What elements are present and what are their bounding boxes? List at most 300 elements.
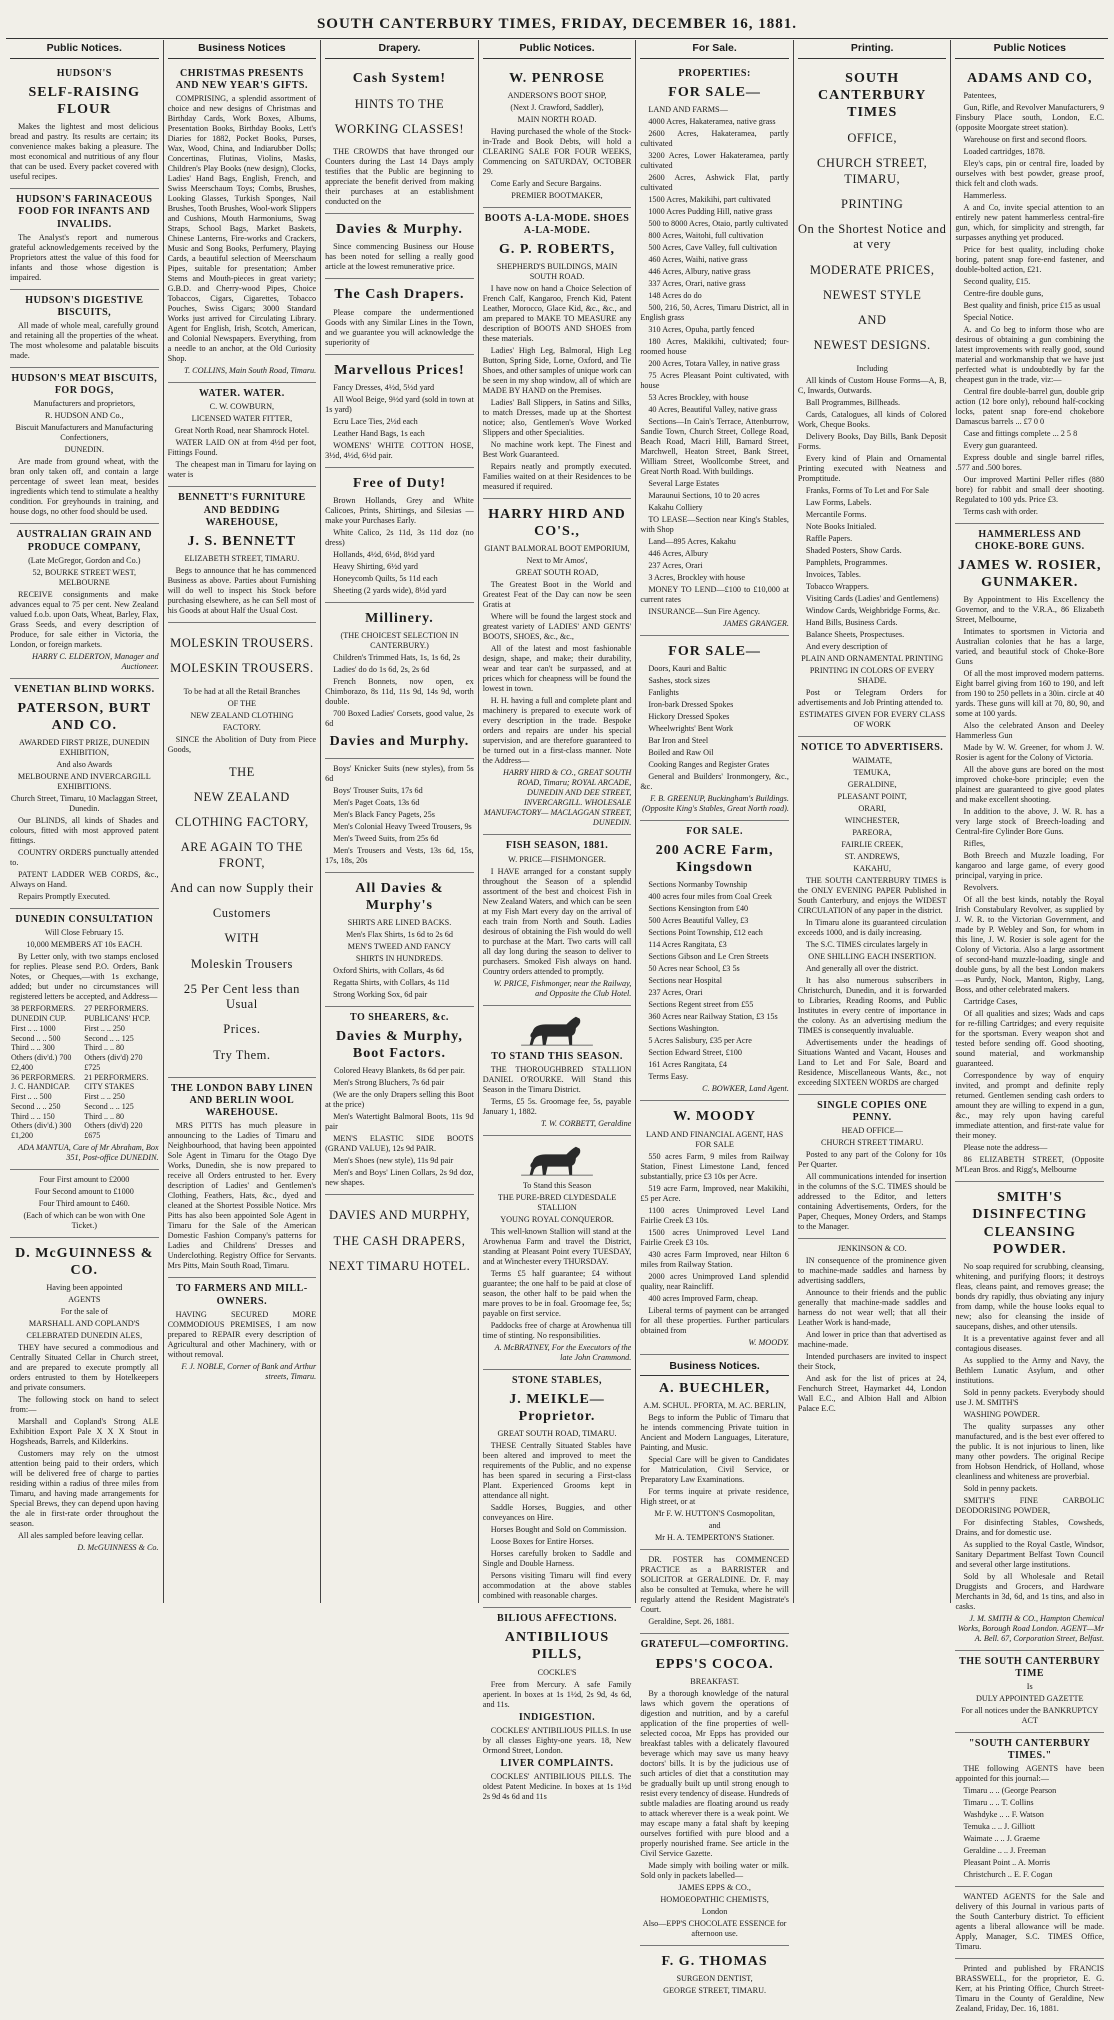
ad-title: BOOTS A-LA-MODE. SHOES A-LA-MODE. xyxy=(484,212,630,237)
body-text: Delivery Books, Day Bills, Bank Deposit Forms. xyxy=(797,431,947,451)
column-7 xyxy=(951,40,1108,2014)
body-text: As supplied to the Royal Castle, Windsor, Sanitary Department Belfast Town Council and several other large institutions. xyxy=(955,1539,1105,1569)
display-line: On the Shortest Notice and at very xyxy=(797,222,947,252)
body-text: The Greatest Boot in the World and Greatest Feat of the Day can now be seen Gratis at xyxy=(482,580,632,610)
center-line: A.M. SCHUL. PFORTA, M. AC. BERLIN, xyxy=(643,1401,786,1411)
table-row xyxy=(10,1121,159,1131)
body-text: Men's Paget Coats, 13s 6d xyxy=(333,797,420,807)
table-row xyxy=(10,1082,159,1092)
table-row xyxy=(10,1034,159,1044)
display-line: CHURCH STREET, TIMARU, xyxy=(817,156,928,186)
center-line: SHIRTS ARE LINED BACKS. xyxy=(347,918,452,927)
body-text: HAVING SECURED MORE COMMODIOUS PREMISES, I am now prepared to REPAIR every description of Agricultural and other Machinery, with or without removal. xyxy=(167,1309,317,1359)
body-text: Revolvers. xyxy=(963,883,999,893)
center-line: PRINTING IN COLORS OF EVERY SHADE. xyxy=(809,665,935,685)
ad-title: WATER. WATER. xyxy=(199,388,285,400)
body-text: Boys' Trouser Suits, 17s 6d xyxy=(333,785,423,795)
center-line: Will Close February 15. xyxy=(44,928,124,938)
column-header: For Sale. xyxy=(640,40,789,59)
body-text: 86 ELIZABETH STREET, (Opposite M'Lean Bros. and Rigg's, Melbourne xyxy=(955,1155,1105,1175)
ad-headline: ADAMS AND CO, xyxy=(967,70,1093,86)
body-text: Are made from ground wheat, with the bran only taken off, and contain a large percentage of sweet lean meat, besides ingredients which tend to stimulate a healthy condition. For greyhounds in training, and house dogs, no other food should be used. xyxy=(10,457,159,517)
table-cell: First .. .. 250 xyxy=(84,1092,125,1102)
body-text: THE CROWDS that have thronged our Counters during the Last 14 Days amply testifies that the Public are beginning to appreciate the benefit derived from making their purchases at an establishment conducted on the xyxy=(325,147,474,207)
center-line: YOUNG ROYAL CONQUEROR. xyxy=(500,1214,614,1224)
table-cell: Others (div'd.) 300 xyxy=(11,1121,72,1131)
ad-title: HUDSON'S MEAT BISCUITS, FOR DOGS, xyxy=(11,373,158,397)
column-1 xyxy=(6,40,164,1603)
body-text: The cheapest man in Timaru for laying on water is xyxy=(167,460,317,480)
body-text: Every gun guaranteed. xyxy=(963,440,1038,450)
center-line: PAREORA, xyxy=(852,827,892,837)
body-text: LAND AND FARMS— xyxy=(648,105,728,115)
advertisement xyxy=(640,636,789,821)
center-line: JENKINSON & CO. xyxy=(837,1244,907,1254)
body-text: The quality surpasses any other manufactured, and is the best ever offered to the public. It is not injurious to linen, like many other powders. The original Recipe from Hobson Hendrick, of Holland, whose cleanliness and whiteness are proverbial. xyxy=(955,1421,1105,1481)
column-6 xyxy=(794,40,952,1603)
body-text: 180 Acres, Makikihi, cultivated; four-roomed house xyxy=(640,337,789,357)
table-cell: 36 PERFORMERS. xyxy=(11,1072,76,1082)
ad-title: TO STAND THIS SEASON. xyxy=(491,1050,623,1062)
center-line: and xyxy=(708,1521,721,1531)
body-text: Men's Black Fancy Pagets, 25s xyxy=(333,809,435,819)
advertisement xyxy=(325,355,474,468)
body-text: 237 Acres, Orari xyxy=(648,561,703,571)
body-text: Iron-bark Dressed Spokes xyxy=(648,700,734,710)
ad-title: HAMMERLESS AND CHOKE-BORE GUNS. xyxy=(974,528,1085,553)
body-text: 2000 acres Unimproved Land splendid quality, near Raincliff. xyxy=(640,1271,789,1291)
body-text: Correspondence by way of enquiry invited, and prompt and definite reply returned. Gentlemen sending cash orders to amount they are willing to expend in a gun, &c., may rely upon having careful immediate attention, and first-rate value for their money. xyxy=(955,1071,1105,1141)
body-text: 550 acres Farm, 9 miles from Railway Station, Finest Limestone Land, fenced substantially, price £3 10s per Acre. xyxy=(640,1151,789,1181)
ad-headline: J. MEIKLE—Proprietor. xyxy=(509,1392,605,1425)
body-text: Warehouse on first and second floors. xyxy=(963,134,1087,144)
center-line: Next to Mr Amos', xyxy=(526,556,588,566)
advertisement xyxy=(168,1278,317,1387)
body-text: All communications intended for insertion in the columns of the S.C. TIMES should be addressed to the Editor, and letters containing Advertisements, Orders, for the Paper, Cheques, Money Orders, and Stamps to the Manager. xyxy=(797,1172,947,1232)
advertisement xyxy=(10,368,159,524)
ad-title: BILIOUS AFFECTIONS. xyxy=(496,1613,618,1625)
table-row xyxy=(10,1004,159,1014)
table-cell: £2,400 xyxy=(11,1062,33,1072)
center-line: COCKLE'S xyxy=(537,1667,577,1677)
ad-title: HUDSON'S xyxy=(56,67,112,79)
center-line: Four Second amount to £1000 xyxy=(34,1186,134,1196)
advertisement xyxy=(483,208,632,499)
table-row xyxy=(10,1073,159,1083)
body-text: Loose Boxes for Entire Horses. xyxy=(490,1537,594,1547)
body-text: Section Edward Street, £100 xyxy=(648,1048,742,1058)
body-text: Free from Mercury. A safe Family aperient. In boxes at 1s 1½d, 2s 9d, 4s 6d, and 11s. xyxy=(482,1679,632,1709)
body-text: Case and fittings complete ... 2 5 8 xyxy=(963,428,1078,438)
body-text: Ladies' Ball Slippers, in Satins and Silks, to match Dresses, made up at the Shortest notice; also, Gentlemen's Wove Worked Slippers and other Specialities. xyxy=(482,398,632,438)
display-line: PRINTING xyxy=(841,196,904,211)
body-text: Sheeting (2 yards wide), 8½d yard xyxy=(333,585,447,595)
body-text: By Appointment to His Excellency the Governor, and to the V.R.A., 86 Elizabeth Street, Melbourne, xyxy=(955,595,1105,625)
prize-table xyxy=(10,1004,159,1141)
body-text: Franks, Forms of To Let and For Sale xyxy=(805,485,929,495)
masthead: SOUTH CANTERBURY TIMES, FRIDAY, DECEMBER 16, 1881. xyxy=(316,16,798,32)
body-text: Both Breech and Muzzle loading, For kangaroo and large game, of every good principal, varying in price. xyxy=(955,851,1105,881)
center-line: ST. ANDREWS, xyxy=(844,851,900,861)
body-text: I have now on hand a Choice Selection of French Calf, Kangaroo, French Kid, Patent Leather, Morocco, Glace Kid, &c., &c., and am prepared to MAKE TO MEASURE any description of BOOTS AND SHOES from these materials. xyxy=(482,284,632,344)
body-text: Loaded cartridges, 1878. xyxy=(963,146,1045,156)
center-line: ESTIMATES GIVEN FOR EVERY CLASS OF WORK xyxy=(799,709,946,729)
body-text: THE following AGENTS have been appointed for this journal:— xyxy=(955,1764,1105,1784)
body-text: Men's Strong Bluchers, 7s 6d pair xyxy=(333,1078,445,1088)
ad-title: NOTICE TO ADVERTISERS. xyxy=(801,741,944,753)
body-text: 1500 acres Unimproved Level Land Fairlie Creek £3 10s. xyxy=(640,1227,789,1247)
center-line: And also Awards xyxy=(56,760,113,770)
column-5 xyxy=(636,40,794,1995)
advertisement xyxy=(325,759,474,873)
body-text: Invoices, Tables. xyxy=(805,569,861,579)
ad-signature: T. COLLINS, Main South Road, Timaru. xyxy=(184,366,317,376)
body-text: Centre-fire double guns, xyxy=(963,288,1044,298)
ad-title: BENNETT'S FURNITURE AND BEDDING WAREHOUSE, xyxy=(178,492,306,528)
center-line: Manufacturers and proprietors, xyxy=(33,399,136,409)
advertisement xyxy=(10,1170,159,1238)
column-2 xyxy=(164,40,322,1603)
body-text: WANTED AGENTS for the Sale and delivery of this Journal in various parts of the South Canterbury district. To efficient agents a liberal allowance will be made. Apply, Manager, S.C. TIMES Office, Timaru. xyxy=(955,1892,1105,1952)
body-text: Hickory Dressed Spokes xyxy=(648,712,730,722)
center-line: 10,000 MEMBERS AT 10s EACH. xyxy=(26,940,143,950)
table-row xyxy=(10,1063,159,1073)
body-text: Repairs neatly and promptly executed. Families waited on at their Residences to be measured if required. xyxy=(482,462,632,492)
table-row xyxy=(10,1131,159,1141)
body-text: Waimate .. .. J. Graeme xyxy=(963,1834,1040,1844)
center-line: Mr H. A. TEMPERTON'S Stationer. xyxy=(655,1533,775,1543)
body-text: 1000 Acres Pudding Hill, native grass xyxy=(648,207,773,217)
center-line: LICENSED WATER FITTER, xyxy=(191,414,293,424)
body-text: Men's Tweed Suits, from 25s 6d xyxy=(333,833,439,843)
center-line: BREAKFAST. xyxy=(690,1676,739,1686)
center-line: HEAD OFFICE— xyxy=(841,1126,903,1136)
body-text: 1100 acres Unimproved Level Land Fairlie Creek £3 10s. xyxy=(640,1205,789,1225)
ad-headline: All Davies & Murphy's xyxy=(355,880,444,913)
display-line: AND xyxy=(857,313,887,328)
table-cell: £1,200 xyxy=(11,1131,33,1141)
center-line: MELBOURNE AND INVERCARGILL EXHIBITIONS. xyxy=(17,772,151,792)
ad-signature: J. M. SMITH & CO., Hampton Chemical Works, Borough Road London. AGENT—Mr A. Bell. 67, Corporation Street, Belfast. xyxy=(957,1613,1105,1643)
body-text: Raffle Papers. xyxy=(805,533,853,543)
body-text: H. H. having a full and complete plant and machinery is prepared to execute work of every description in the trade. Bespoke orders and repairs are under his special supervision, and are therefore guaranteed to be turned out in a first-class manner. Note the Address— xyxy=(482,696,632,766)
body-text: 1500 Acres, Makikihi, part cultivated xyxy=(648,195,771,205)
body-text: 500 to 8000 Acres, Otaio, partly cultivated xyxy=(648,219,788,229)
advertisement xyxy=(168,623,317,1078)
body-text: Please compare the undermentioned Goods with any Similar Lines in the Town, and we guarantee you will acknowledge the superiority of xyxy=(325,307,474,347)
center-line: Colored Heavy Blankets, 8s 6d per pair. xyxy=(333,1066,465,1076)
center-line: SHEPHERD'S BUILDINGS, MAIN SOUTH ROAD. xyxy=(496,262,618,282)
ad-title: PROPERTIES: xyxy=(678,67,751,79)
body-text: Marshall and Copland's Strong ALE Exhibition Export Pale X X X Stout in Hogsheads, Barrels, and Kilderkins. xyxy=(10,1417,159,1447)
ad-title: HUDSON'S FARINACEOUS FOOD FOR INFANTS AND INVALIDS. xyxy=(16,194,153,230)
body-text: 148 Acres do do xyxy=(648,291,702,301)
advertisement xyxy=(955,1182,1104,1650)
center-line: JAMES EPPS & CO., xyxy=(678,1882,751,1892)
ad-signature: ADA MANTUA, Care of Mr Abraham, Box 351, Post-office DUNEDIN. xyxy=(18,1142,159,1162)
display-line: DAVIES AND MURPHY, xyxy=(329,1208,470,1223)
advertisement xyxy=(325,63,474,215)
center-line: (Each of which can be won with One Ticket.) xyxy=(23,1210,146,1230)
body-text: Begs to inform the Public of Timaru that he intends commencing Private tuition in Ancient and Modern Languages, Literature, Painting, and Music. xyxy=(640,1413,789,1453)
body-text: 310 Acres, Opuha, partly fenced xyxy=(648,325,755,335)
body-text: Sashes, stock sizes xyxy=(648,676,710,686)
table-cell: Others (div'd.) 700 xyxy=(11,1053,72,1063)
body-text: Fancy Dresses, 4½d, 5½d yard xyxy=(333,382,435,392)
display-line: ARE AGAIN TO THE FRONT, xyxy=(180,840,303,870)
display-line: Moleskin Trousers xyxy=(190,956,293,971)
body-text: 237 Acres, Orari xyxy=(648,988,703,998)
body-text: Please note the address— xyxy=(963,1143,1048,1153)
body-text: DR. FOSTER has COMMENCED PRACTICE as a BARRISTER and SOLICITOR at GERALDINE. Dr. F. may also be consulted at Temuka, where he will regularly attend the Resident Magistrate's Court. xyxy=(640,1555,789,1615)
center-line: ORARI, xyxy=(858,803,886,813)
body-text: Makes the lightest and most delicious bread and pastry. Its results are certain; its convenience makes baking a pleasure. The most economical and nutritious of any flour that can be used. Every packet covered with useful recipes. xyxy=(10,122,159,182)
ad-signature: HARRY HIRD & CO., GREAT SOUTH ROAD, Timaru; ROYAL ARCADE, DUNEDIN AND DEE STREET, INVERCARGILL. WHOLESALE MANUFACTORY— MACLAGGAN STREET, DUNEDIN. xyxy=(483,768,632,828)
table-row xyxy=(10,1102,159,1112)
body-text: 75 Acres Pleasant Point cultivated, with house xyxy=(640,371,789,391)
body-text: Ecru Lace Ties, 2½d each xyxy=(333,416,418,426)
body-text: Price for best quality, including choke boring, patent snap fore-end fastener, and double-bolted action, £21. xyxy=(955,244,1105,274)
body-text: THE THOROUGHBRED STALLION DANIEL O'ROURKE. Will Stand this Season in the Timaru District. xyxy=(482,1064,632,1094)
body-text: No machine work kept. The Finest and Best Work Guaranteed. xyxy=(482,440,632,460)
ad-headline: G. P. ROBERTS, xyxy=(498,242,616,258)
center-line: PREMIER BOOTMAKER, xyxy=(511,190,603,200)
body-text: And lower in price than that advertised as machine-made. xyxy=(797,1330,947,1350)
advertisement xyxy=(955,1959,1104,2020)
display-line: NEW ZEALAND xyxy=(193,789,290,804)
body-text: PATENT LADDER WEB CORDS, &c., Always on Hand. xyxy=(10,870,159,890)
center-line: Also—EPP'S CHOCOLATE ESSENCE for afternoon use. xyxy=(642,1918,787,1938)
table-cell: 21 PERFORMERS. xyxy=(84,1072,149,1082)
center-line: C. W. COWBURN, xyxy=(209,402,275,412)
center-line: CELEBRATED DUNEDIN ALES, xyxy=(26,1331,143,1341)
body-text: Sold in penny packets. xyxy=(963,1483,1038,1493)
body-text: Second quality, £15. xyxy=(963,276,1031,286)
center-line: GIANT BALMORAL BOOT EMPORIUM, xyxy=(484,544,630,554)
body-text: Honeycomb Quilts, 5s 11d each xyxy=(333,573,438,583)
body-text: Timaru .. .. T. Collins xyxy=(963,1798,1034,1808)
body-text: Sections Point Township, £12 each xyxy=(648,928,763,938)
body-text: Of all the best kinds, notably the Royal Irish Constabulary Revolver, as supplied by J. W. R. to the Victorian Government, and made by P. Webley and Son, for whom in this line, J. W. Rosier is sole agent for the Colony of Victoria. Also a large assortment of second-hand muzzle-loading, single and double guns, by all the best London makers—as Purdy, Nock, Manton, Rigby, Lang, Boss, and other celebrated makers. xyxy=(955,895,1105,995)
body-text: Boiled and Raw Oil xyxy=(648,748,714,758)
ad-signature: A. McBRATNEY, For the Executors of the late John Crammond. xyxy=(494,1342,632,1362)
table-cell: Second .. .. 125 xyxy=(84,1033,134,1043)
center-line: Four First amount to £2000 xyxy=(39,1174,130,1184)
body-text: Sections near Hospital xyxy=(648,976,722,986)
body-text: Men's Shoes (new style), 11s 9d pair xyxy=(333,1156,454,1166)
masthead-rule xyxy=(6,38,1108,39)
body-text: Sections Regent street from £55 xyxy=(648,1000,754,1010)
body-text: Sections Kensington from £40 xyxy=(648,904,749,914)
body-text: Patentees, xyxy=(963,90,997,100)
body-text: Timaru .. .. (George Pearson xyxy=(963,1786,1057,1796)
center-line: R. HUDSON AND Co., xyxy=(44,411,124,421)
body-text: Horses carefully broken to Saddle and Single and Double Harness. xyxy=(482,1549,632,1569)
ad-headline: ANTIBILIOUS PILLS, xyxy=(504,1630,610,1663)
body-text: Eley's caps, pin or central fire, loaded by ourselves with best powder, grease proof, thick felt and cloth wads. xyxy=(955,158,1105,188)
body-text: 700 Boxed Ladies' Corsets, good value, 2s 6d xyxy=(325,708,474,728)
ad-headline: SMITH'S DISINFECTING CLEANSING POWDER. xyxy=(972,1190,1088,1257)
body-text: No soap required for scrubbing, cleansing, whitening, and purifying floors; it destroys fleas, cleans paint, and removes grease; the bonds dry rapidly, thus obviating any injury from damp, while the house looks equal to new; also for cleansing the inside of saucepans, dishes, and other utensils. xyxy=(955,1261,1105,1331)
body-text: All the above guns are bored on the most improved choke-bore principle; even the plainest are guaranteed to give good plates and make excellent shooting. xyxy=(955,765,1105,805)
advertisement xyxy=(640,821,789,1101)
horse-icon xyxy=(518,1143,596,1177)
body-text: Terms £5 half guarantee; £4 without guarantee; the one half to be paid at close of season, the other half to be paid when the mare proves to be in foal. Groomage fee, 5s; payable on first service. xyxy=(482,1268,632,1318)
ad-title: THE SOUTH CANTERBURY TIME xyxy=(959,1655,1101,1679)
body-text: Best quality and finish, price £15 as usual xyxy=(963,300,1101,310)
advertisement xyxy=(483,835,632,1005)
advertisement xyxy=(798,1095,947,1239)
advertisement xyxy=(798,737,947,1095)
advertisement xyxy=(10,679,159,909)
ad-headline: EPPS'S COCOA. xyxy=(655,1656,774,1672)
body-text: I HAVE arranged for a constant supply throughout the Season of a splendid assortment of the best and choicest Fish in New Zealand Waters, and which can be seen at my Fish Mart every day on the arrival of each train from North and South. Ladies desirous of obtaining the Fish would do well to purchase at the Mart. Two carts will call all day long during the season to deliver to purchasers. Smoked Fish always on hand. Country orders attended to promptly. xyxy=(482,866,632,976)
ad-headline: SELF-RAISING FLOUR xyxy=(28,84,141,118)
advertisement xyxy=(10,189,159,290)
ad-title: FISH SEASON, 1881. xyxy=(505,840,609,852)
body-text: The S.C. TIMES circulates largely in xyxy=(805,939,928,949)
body-text: Sections Normanby Township xyxy=(648,880,748,890)
center-line: (Next J. Crawford, Saddler), xyxy=(510,102,604,112)
body-text: WOMENS' WHITE COTTON HOSE, 3½d, 4½d, 6½d pair. xyxy=(325,440,474,460)
body-text: 800 Acres, Waitohi, full cultivation xyxy=(648,231,764,241)
body-text: 4000 Acres, Hakateramea, native grass xyxy=(648,117,776,127)
body-text: SMITH'S FINE CARBOLIC DEODORISING POWDER, xyxy=(955,1495,1105,1515)
table-row xyxy=(10,1053,159,1063)
body-text: And ask for the list of prices at 24, Fenchurch Street, Haymarket 44, London Wall E.C., and Albion Hall and Albion Palace E.C. xyxy=(797,1374,947,1414)
advertisement xyxy=(483,499,632,835)
body-text: Repairs Promptly Executed. xyxy=(18,892,111,902)
ad-title: DUNEDIN CONSULTATION xyxy=(15,914,154,926)
body-text: Our improved Martini Peller rifles (880 bore) for rabbit and small deer shooting. Regulated to 100 yds. Price £3. xyxy=(955,474,1105,504)
body-text: Cards, Catalogues, all kinds of Colored Work, Cheque Books. xyxy=(797,409,947,429)
advertisement xyxy=(483,1006,632,1136)
advertisement xyxy=(325,214,474,279)
body-text: Special Care will be given to Candidates for Matriculation, Civil Service, or Preparatory Law Examinations. xyxy=(640,1455,789,1485)
center-line: OF THE xyxy=(227,698,256,708)
display-line: THE CASH DRAPERS, xyxy=(333,1233,466,1248)
body-text: For disinfecting Stables, Cowsheds, Drains, and for domestic use. xyxy=(955,1517,1105,1537)
advertisement xyxy=(168,1078,317,1279)
body-text: Made simply with boiling water or milk. Sold only in packets labelled— xyxy=(640,1860,789,1880)
center-line: GREAT SOUTH ROAD, TIMARU. xyxy=(497,1429,617,1439)
center-line: Having been appointed xyxy=(46,1283,123,1293)
body-text: 53 Acres Brockley, with house xyxy=(648,393,749,403)
body-text: MONEY TO LEND—£100 to £10,000 at current rates xyxy=(640,585,789,605)
body-text: Sold in penny packets. Everybody should use J. M. SMITH'S xyxy=(955,1387,1105,1407)
center-line: W. PRICE—FISHMONGER. xyxy=(508,854,606,864)
body-text: WASHING POWDER. xyxy=(963,1409,1040,1419)
ad-headline: SOUTH CANTERBURY TIMES xyxy=(818,70,927,120)
body-text: (We are the only Drapers selling this Boot at the price) xyxy=(325,1090,474,1110)
display-line: NEWEST STYLE xyxy=(822,287,922,302)
body-text: All of the latest and most fashionable design, shape, and make; their durability, wear and tear can't be surpassed, and at prices which for cheapness will be found the lowest in town. xyxy=(482,644,632,694)
center-line: CHURCH STREET TIMARU. xyxy=(821,1138,924,1148)
center-line: NEW ZEALAND CLOTHING xyxy=(190,710,294,720)
ad-title: SINGLE COPIES ONE PENNY. xyxy=(817,1099,928,1123)
ad-title: "SOUTH CANTERBURY TIMES." xyxy=(968,1738,1091,1762)
center-line: (Late McGregor, Gordon and Co.) xyxy=(28,555,141,565)
advertisement xyxy=(640,1550,789,1634)
advertisement xyxy=(483,1608,632,1808)
advertisement xyxy=(10,909,159,1170)
body-text: A. and Co beg to inform those who are desirous of obtaining a gun combining the latest improvements with really good, sound material and workmanship that we have just perfected what is undoubtedly by far the cheapest gun in the trade, viz:— xyxy=(955,324,1105,384)
ad-headline: The Cash Drapers. xyxy=(334,287,465,303)
body-text: 446 Acres, Albury xyxy=(648,549,709,559)
display-line: And can now Supply their xyxy=(170,880,314,895)
advertisement xyxy=(325,468,474,603)
ad-title: THE LONDON BABY LINEN AND BERLIN WOOL WAREHOUSE. xyxy=(170,1082,313,1119)
body-text: Central fire double-barrel gun, double grip action (12 bore only), rebound half-cocking locks, patent snap fore-end chokebore Damascus barrels ... £7 0 0 xyxy=(955,386,1105,426)
body-text: Mercantile Forms. xyxy=(805,509,867,519)
body-text: 500 Acres Beautiful Valley, £3 xyxy=(648,916,749,926)
body-text: Liberal terms of payment can be arranged for all these properties. Further particulars obtained from xyxy=(640,1305,789,1335)
body-text: It has also numerous subscribers in Christchurch, Dunedin, and it is forwarded to Libraries, Reading Rooms, and Public Institutes in every centre of importance in the colony. As an advertising medium the TIMES is consequently invaluable. xyxy=(797,975,947,1035)
body-text: Law Forms, Labels. xyxy=(805,497,872,507)
ad-headline: W. MOODY xyxy=(673,1109,757,1125)
table-cell: £675 xyxy=(84,1131,101,1141)
body-text: Visiting Cards (Ladies' and Gentlemens) xyxy=(805,593,939,603)
center-line: KAKAHU, xyxy=(853,863,891,873)
body-text: Advertisements under the headings of Situations Wanted and Vacant, Houses and Land to Let and For Sale, Board and Residence, Miscellaneous Wants, &c., not exceeding SIXTEEN WORDS are charged xyxy=(797,1037,947,1087)
body-text: Post or Telegram Orders for advertisements and Job Printing attended to. xyxy=(797,687,947,707)
body-text: As supplied to the Army and Navy, the Bethlem Lunatic Asylum, and other institutions. xyxy=(955,1355,1105,1385)
center-line: AWARDED FIRST PRIZE, DUNEDIN EXHIBITION, xyxy=(18,738,150,758)
center-line: To be had at all the Retail Branches xyxy=(183,686,301,696)
body-text: Pamphlets, Programmes. xyxy=(805,557,888,567)
body-text: In Timaru alone its guaranteed circulation exceeds 1000, and is daily increasing. xyxy=(797,917,947,937)
body-text: Our BLINDS, all kinds of Shades and colours, fitted with most approved patent fittings. xyxy=(10,816,159,846)
body-text: COCKLES' ANTIBILIOUS PILLS. In use by all classes Eighty-one years. 18, New Ormond Street, London. xyxy=(482,1725,632,1755)
display-line: 25 Per Cent less than Usual xyxy=(183,981,300,1011)
advertisement xyxy=(640,63,789,636)
body-text: Brown Hollands, Grey and White Calicoes, Prints, Shirtings, and Silesias — make your Purchases Early. xyxy=(325,495,474,525)
ad-signature: C. BOWKER, Land Agent. xyxy=(702,1084,789,1094)
body-text: WATER LAID ON at from 4½d per foot, Fittings Found. xyxy=(167,438,317,458)
body-text: Window Cards, Weighbridge Forms, &c. xyxy=(805,605,941,615)
advertisement xyxy=(325,603,474,759)
body-text: THE SOUTH CANTERBURY TIMES is the ONLY EVENING PAPER Published in South Canterbury, and enjoys the WIDEST CIRCULATION of any paper in the district. xyxy=(797,875,947,915)
body-text: Paddocks free of charge at Arowhenua till time of stinting. No responsibilities. xyxy=(482,1320,632,1340)
display-line: MOLESKIN TROUSERS. xyxy=(170,661,314,676)
ad-signature: D. McGUINNESS & Co. xyxy=(77,1543,159,1553)
center-line: Including xyxy=(856,363,888,373)
body-text: Strong Working Sox, 6d pair xyxy=(333,990,428,999)
ad-title: TO SHEARERS, &c. xyxy=(349,1012,449,1023)
center-line: PLAIN AND ORNAMENTAL PRINTING xyxy=(801,653,944,663)
ad-headline: PATERSON, BURT AND CO. xyxy=(17,701,152,734)
table-cell: Second .. .. 250 xyxy=(11,1101,61,1111)
body-text: Kakahu Colliery xyxy=(648,503,703,513)
body-text: Begs to announce that he has commenced Business as above. Parties about Furnishing will do well to inspect his Stock before purchasing elsewhere, as he can Sell most of his Goods at about Half the Usual Cost. xyxy=(167,566,317,615)
table-cell: 27 PERFORMERS. xyxy=(84,1004,149,1014)
table-cell: Third .. .. 300 xyxy=(11,1043,55,1053)
body-text: Come Early and Secure Bargains. xyxy=(490,178,602,188)
advertisement xyxy=(955,63,1104,524)
table-cell: J. C. HANDICAP. xyxy=(11,1082,70,1092)
body-text: 114 Acres Rangitata, £3 xyxy=(648,940,727,950)
table-cell: Third .. .. 80 xyxy=(84,1111,124,1121)
body-text: Geraldine, Sept. 26, 1881. xyxy=(648,1617,735,1627)
body-text: All kinds of Custom House Forms—A, B, C, Inwards, Outwards. xyxy=(797,375,947,395)
advertisement xyxy=(325,1007,474,1195)
center-line: To Stand this Season xyxy=(522,1180,592,1190)
display-line: MOLESKIN TROUSERS. xyxy=(170,636,314,650)
body-text: Express double and single barrel rifles, .577 and .500 bores. xyxy=(955,452,1105,472)
advertisement xyxy=(168,487,317,623)
advertisement xyxy=(798,1239,947,1420)
center-line: LAND AND FINANCIAL AGENT, HAS FOR SALE xyxy=(646,1129,784,1149)
